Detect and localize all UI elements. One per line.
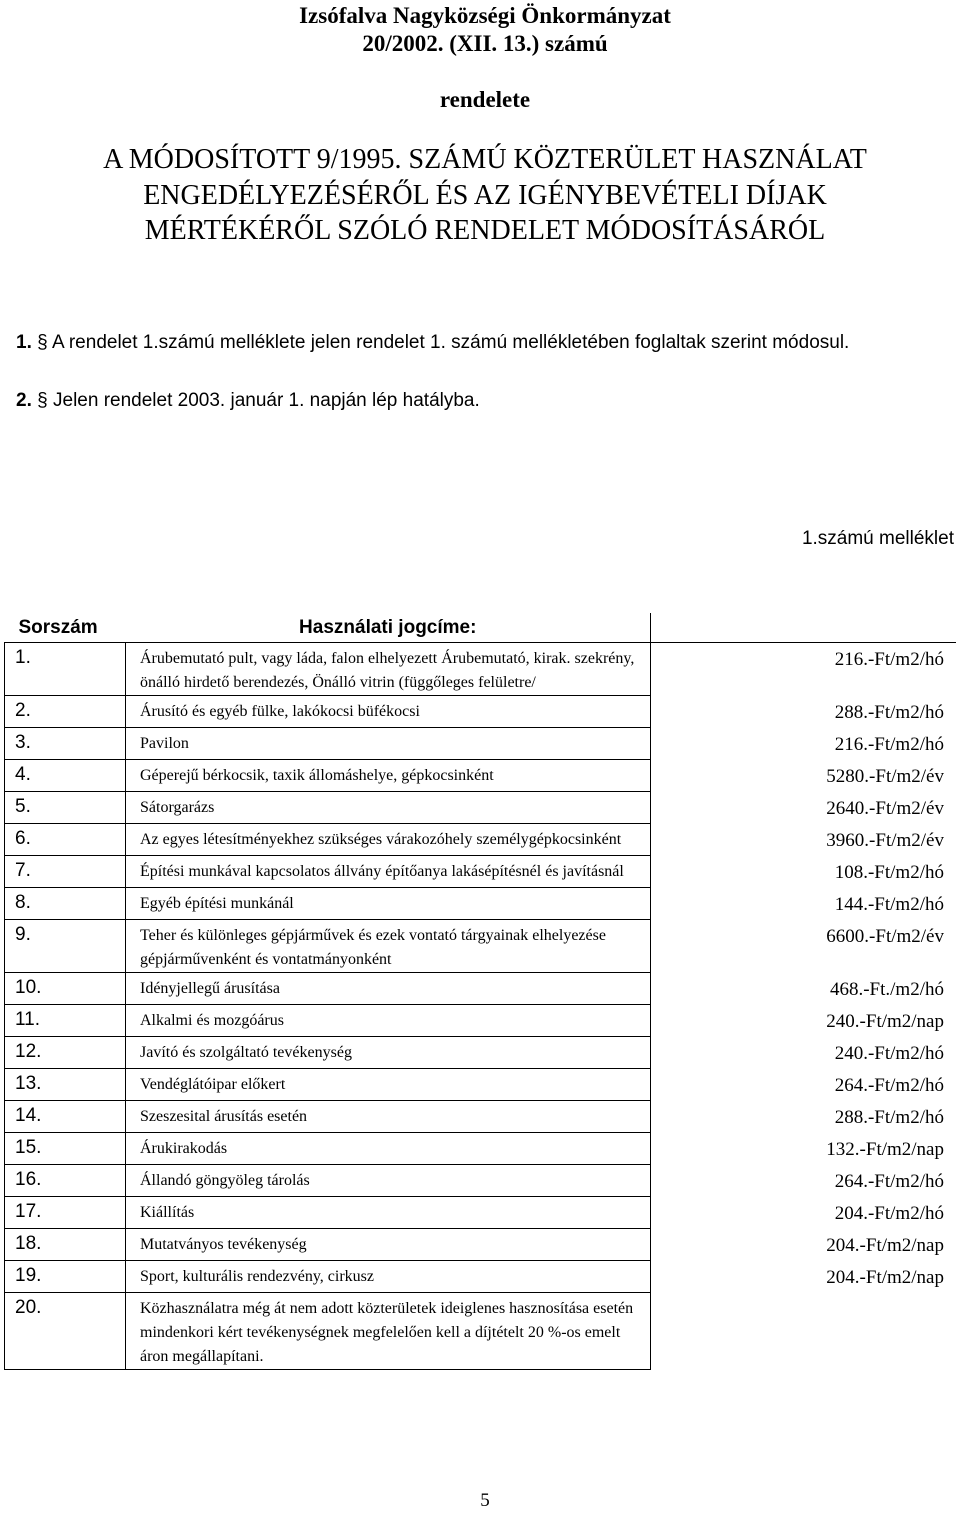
table-row (5, 1101, 957, 1133)
title-line-1: A MÓDOSÍTOTT 9/1995. SZÁMÚ KÖZTERÜLET HASZNÁLAT (103, 144, 867, 175)
row-serial: 8. (5, 888, 126, 920)
row-description: Alkalmi és mozgóárus (126, 1005, 651, 1037)
row-description: Árusító és egyéb fülke, lakókocsi büfékocsi (126, 696, 651, 728)
column-header-serial: Sorszám (5, 613, 126, 643)
row-serial: 6. (5, 824, 126, 856)
row-fee: 216.-Ft/m2/hó (834, 733, 944, 755)
row-description: Pavilon (126, 728, 651, 760)
header-line-2: 20/2002. (XII. 13.) számú (362, 31, 608, 56)
row-serial: 14. (5, 1101, 126, 1133)
row-description: Állandó göngyöleg tárolás (126, 1165, 651, 1197)
table-row (5, 1005, 957, 1037)
paragraph-1 (16, 330, 956, 355)
table-row (5, 728, 957, 760)
row-serial: 13. (5, 1069, 126, 1101)
title-line-3: MÉRTÉKÉRŐL SZÓLÓ RENDELET MÓDOSÍTÁSÁRÓL (144, 215, 826, 246)
row-description: Kiállítás (126, 1197, 651, 1229)
row-fee: 5280.-Ft/m2/év (826, 765, 944, 787)
row-fee: 204.-Ft/m2/hó (834, 1202, 944, 1224)
row-fee (651, 1293, 957, 1370)
row-fee: 216.-Ft/m2/hó (834, 649, 944, 670)
row-fee: 144.-Ft/m2/hó (834, 893, 944, 915)
page-number: 5 (480, 1490, 490, 1511)
row-serial: 17. (5, 1197, 126, 1229)
column-header-fee (651, 613, 957, 643)
row-description: Árukirakodás (126, 1133, 651, 1165)
table-row (5, 1261, 957, 1293)
row-fee: 6600.-Ft/m2/év (826, 925, 944, 947)
row-description: Egyéb építési munkánál (126, 888, 651, 920)
row-description: Mutatványos tevékenység (126, 1229, 651, 1261)
row-fee: 240.-Ft/m2/hó (834, 1042, 944, 1064)
row-description: Az egyes létesítményekhez szükséges várakozóhely személygépkocsinként (126, 824, 651, 856)
row-serial: 20. (5, 1293, 126, 1370)
row-serial: 1. (5, 643, 126, 696)
row-serial: 10. (5, 973, 126, 1005)
row-fee: 3960.-Ft/m2/év (826, 829, 944, 851)
row-fee: 468.-Ft./m2/hó (829, 978, 944, 1000)
row-serial: 16. (5, 1165, 126, 1197)
column-header-title: Használati jogcíme: (126, 613, 651, 643)
table-row (5, 1165, 957, 1197)
row-serial: 15. (5, 1133, 126, 1165)
row-description: Teher és különleges gépjárművek és ezek vontató tárgyainak elhelyezése gépjárművenként és vontatmányonként (126, 920, 651, 973)
row-serial: 9. (5, 920, 126, 973)
table-row (5, 920, 957, 973)
paragraph-2-text: Jelen rendelet 2003. január 1. napján lép hatályba. (53, 390, 480, 411)
table-row (5, 792, 957, 824)
table-row (5, 824, 957, 856)
table-row (5, 1197, 957, 1229)
title-line-2: ENGEDÉLYEZÉSÉRŐL ÉS AZ IGÉNYBEVÉTELI DÍJAK (143, 180, 827, 211)
row-description: Idényjellegű árusítása (126, 973, 651, 1005)
table-row (5, 643, 957, 696)
row-fee: 108.-Ft/m2/hó (834, 861, 944, 883)
row-description: Sport, kulturális rendezvény, cirkusz (126, 1261, 651, 1293)
header-line-1: Izsófalva Nagyközségi Önkormányzat (299, 3, 671, 28)
row-serial: 11. (5, 1005, 126, 1037)
table-row (5, 888, 957, 920)
paragraph-2-number: 2. (16, 390, 32, 411)
row-fee: 264.-Ft/m2/hó (834, 1074, 944, 1096)
fee-table (4, 613, 956, 1370)
table-row (5, 696, 957, 728)
row-serial: 19. (5, 1261, 126, 1293)
row-fee: 288.-Ft/m2/hó (834, 701, 944, 723)
row-description: Géperejű bérkocsik, taxik állomáshelye, gépkocsinként (126, 760, 651, 792)
row-serial: 12. (5, 1037, 126, 1069)
table-row (5, 973, 957, 1005)
row-serial: 7. (5, 856, 126, 888)
table-row (5, 1069, 957, 1101)
table-row (5, 1133, 957, 1165)
row-fee: 2640.-Ft/m2/év (826, 797, 944, 819)
table-row (5, 856, 957, 888)
row-description: Szeszesital árusítás esetén (126, 1101, 651, 1133)
row-serial: 5. (5, 792, 126, 824)
table-row (5, 1229, 957, 1261)
row-fee: 204.-Ft/m2/nap (826, 1266, 944, 1288)
row-fee: 204.-Ft/m2/nap (826, 1234, 944, 1256)
row-serial: 18. (5, 1229, 126, 1261)
annex-label: 1.számú melléklet (801, 528, 954, 549)
table-row (5, 1037, 957, 1069)
row-fee: 132.-Ft/m2/nap (826, 1138, 944, 1160)
row-serial: 3. (5, 728, 126, 760)
row-description: Javító és szolgáltató tevékenység (126, 1037, 651, 1069)
paragraph-1-text: A rendelet 1.számú melléklete jelen rendelet 1. számú mellékletében foglaltak szerint módosul. (51, 332, 850, 353)
table-body (5, 643, 957, 1370)
header-line-3: rendelete (439, 87, 531, 112)
row-description: Sátorgarázs (126, 792, 651, 824)
row-description: Építési munkával kapcsolatos állvány építőanya lakásépítésnél és javításnál (126, 856, 651, 888)
row-serial: 2. (5, 696, 126, 728)
section-sign-icon: § (37, 332, 48, 353)
row-serial: 4. (5, 760, 126, 792)
paragraph-2 (16, 388, 956, 413)
table-row (5, 1293, 957, 1370)
table-row (5, 760, 957, 792)
paragraph-1-number: 1. (16, 332, 32, 353)
row-fee: 288.-Ft/m2/hó (834, 1106, 944, 1128)
row-description: Közhasználatra még át nem adott közterületek ideiglenes hasznosítása esetén mindenkori kért tevékenységnek megfelelően kell a díjtételt 20 %-os emelt áron megállapítani. (126, 1293, 651, 1370)
row-fee: 264.-Ft/m2/hó (834, 1170, 944, 1192)
section-sign-icon: § (37, 390, 48, 411)
row-fee: 240.-Ft/m2/nap (826, 1010, 944, 1032)
table-header-row (5, 613, 957, 643)
row-description: Árubemutató pult, vagy láda, falon elhelyezett Árubemutató, kirak. szekrény, önálló hirdető berendezés, Önálló vitrin (függőleges felületre/ (126, 643, 651, 696)
row-description: Vendéglátóipar előkert (126, 1069, 651, 1101)
